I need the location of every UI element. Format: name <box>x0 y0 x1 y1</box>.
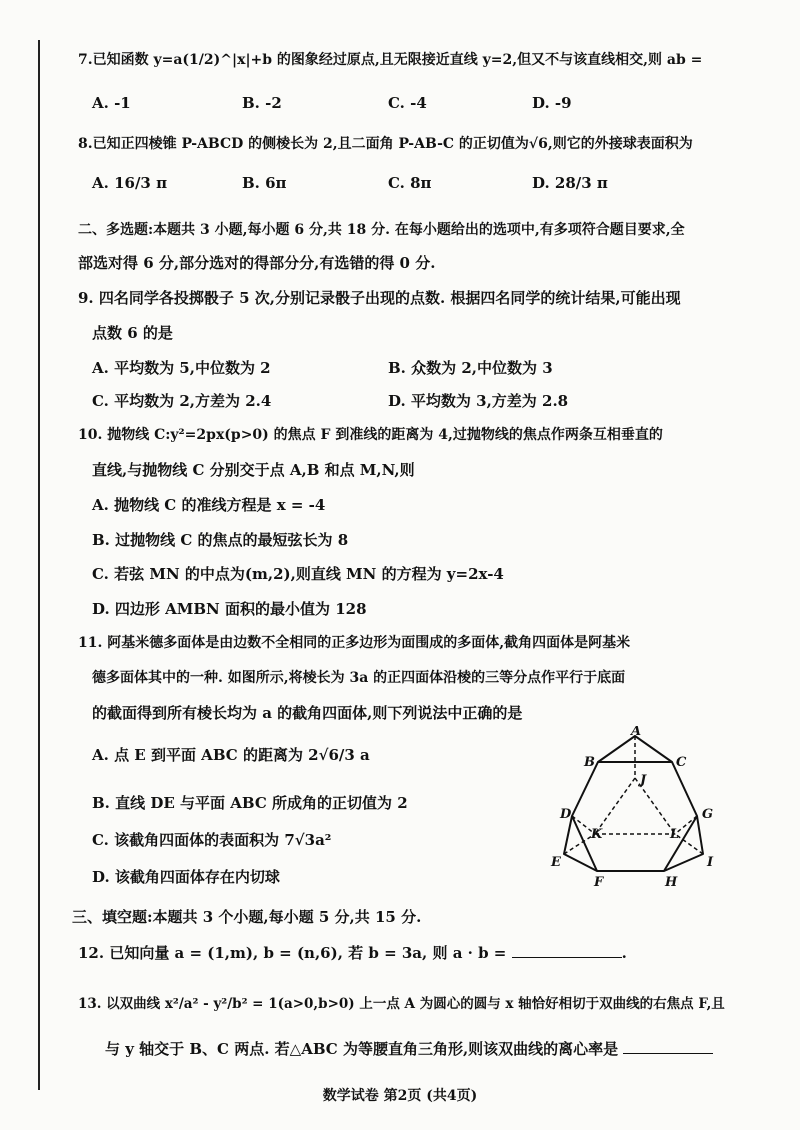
label-g: G <box>702 807 714 822</box>
outer-edges <box>564 762 703 871</box>
q10-line2: 直线,与抛物线 C 分别交于点 A,B 和点 M,N,则 <box>92 461 415 479</box>
label-e: E <box>551 855 561 870</box>
q11-line2: 德多面体其中的一种. 如图所示,将棱长为 3a 的正四面体沿棱的三等分点作平行于底面 <box>92 670 626 686</box>
label-f: F <box>594 875 604 890</box>
label-k: K <box>591 827 603 842</box>
q13-line2: 与 y 轴交于 B、C 两点. 若△ABC 为等腰直角三角形,则该双曲线的离心率是 <box>105 1040 619 1058</box>
q13-answer-blank[interactable] <box>623 1053 713 1054</box>
label-c: C <box>676 755 687 770</box>
label-h: H <box>665 875 678 890</box>
hidden-edge-j-k <box>595 778 635 834</box>
q10-option-c: C. 若弦 MN 的中点为(m,2),则直线 MN 的方程为 y=2x-4 <box>92 565 504 583</box>
q10-option-a: A. 抛物线 C 的准线方程是 x = -4 <box>92 496 326 514</box>
q12-answer-blank[interactable] <box>512 957 622 958</box>
q11-option-b: B. 直线 DE 与平面 ABC 所成角的正切值为 2 <box>92 794 408 812</box>
q7-option-d: D. -9 <box>532 94 572 112</box>
label-i: I <box>707 855 714 870</box>
label-b: B <box>584 755 595 770</box>
q11-option-a: A. 点 E 到平面 ABC 的距离为 2√6/3 a <box>92 746 370 764</box>
q11-line1: 11. 阿基米德多面体是由边数不全相同的正多边形为面围成的多面体,截角四面体是阿基米 <box>78 635 631 651</box>
q9-line1: 9. 四名同学各投掷骰子 5 次,分别记录骰子出现的点数. 根据四名同学的统计结果,可能出现 <box>78 289 681 307</box>
section3-heading: 三、填空题:本题共 3 个小题,每小题 5 分,共 15 分. <box>72 908 422 926</box>
q8-stem: 8.已知正四棱锥 P-ABCD 的侧棱长为 2,且二面角 P-AB-C 的正切值为√6,则它的外接球表面积为 <box>78 136 693 152</box>
q11-line3: 的截面得到所有棱长均为 a 的截角四面体,则下列说法中正确的是 <box>92 704 523 722</box>
q7-option-a: A. -1 <box>92 94 131 112</box>
q11-option-c: C. 该截角四面体的表面积为 7√3a² <box>92 831 332 849</box>
q10-option-d: D. 四边形 AMBN 面积的最小值为 128 <box>92 600 367 618</box>
section2-line2: 部选对得 6 分,部分选对的得部分分,有选错的得 0 分. <box>78 254 436 272</box>
q8-option-a: A. 16/3 π <box>92 174 168 192</box>
q11-option-d: D. 该截角四面体存在内切球 <box>92 868 280 886</box>
q12-tail: . <box>621 944 627 962</box>
label-d: D <box>560 807 572 822</box>
q7-option-b: B. -2 <box>242 94 282 112</box>
label-j: J <box>640 773 647 788</box>
q13-line2-wrap <box>105 1038 713 1059</box>
q8-option-d: D. 28/3 π <box>532 174 608 192</box>
page-margin-line <box>38 40 40 1090</box>
edge-d-f <box>572 816 597 871</box>
q7-stem: 7.已知函数 y=a(1/2)^|x|+b 的图象经过原点,且无限接近直线 y=2,但又不与该直线相交,则 ab = <box>78 52 703 68</box>
section2-line1: 二、多选题:本题共 3 小题,每小题 6 分,共 18 分. 在每小题给出的选项中,有多项符合题目要求,全 <box>78 222 685 238</box>
q8-option-c: C. 8π <box>388 174 432 192</box>
q7-option-c: C. -4 <box>388 94 427 112</box>
q12-stem: 12. 已知向量 a = (1,m), b = (n,6), 若 b = 3a, 则 a · b = <box>78 944 507 962</box>
truncated-tetrahedron-figure <box>550 726 720 896</box>
page-footer: 数学试卷 第2页 (共4页) <box>322 1088 478 1104</box>
q9-option-d: D. 平均数为 3,方差为 2.8 <box>388 392 569 410</box>
q12-line <box>78 942 627 963</box>
label-l: L <box>670 827 680 842</box>
q9-option-a: A. 平均数为 5,中位数为 2 <box>92 359 271 377</box>
q10-option-b: B. 过抛物线 C 的焦点的最短弦长为 8 <box>92 531 349 549</box>
label-a: A <box>631 726 642 739</box>
q9-line2: 点数 6 的是 <box>92 324 173 342</box>
q10-line1: 10. 抛物线 C:y²=2px(p>0) 的焦点 F 到准线的距离为 4,过抛物线的焦点作两条互相垂直的 <box>78 427 663 443</box>
q8-option-b: B. 6π <box>242 174 287 192</box>
q9-option-b: B. 众数为 2,中位数为 3 <box>388 359 553 377</box>
q9-option-c: C. 平均数为 2,方差为 2.4 <box>92 392 272 410</box>
q13-line1: 13. 以双曲线 x²/a² - y²/b² = 1(a>0,b>0) 上一点 A 为圆心的圆与 x 轴恰好相切于双曲线的右焦点 F,且 <box>78 996 725 1012</box>
